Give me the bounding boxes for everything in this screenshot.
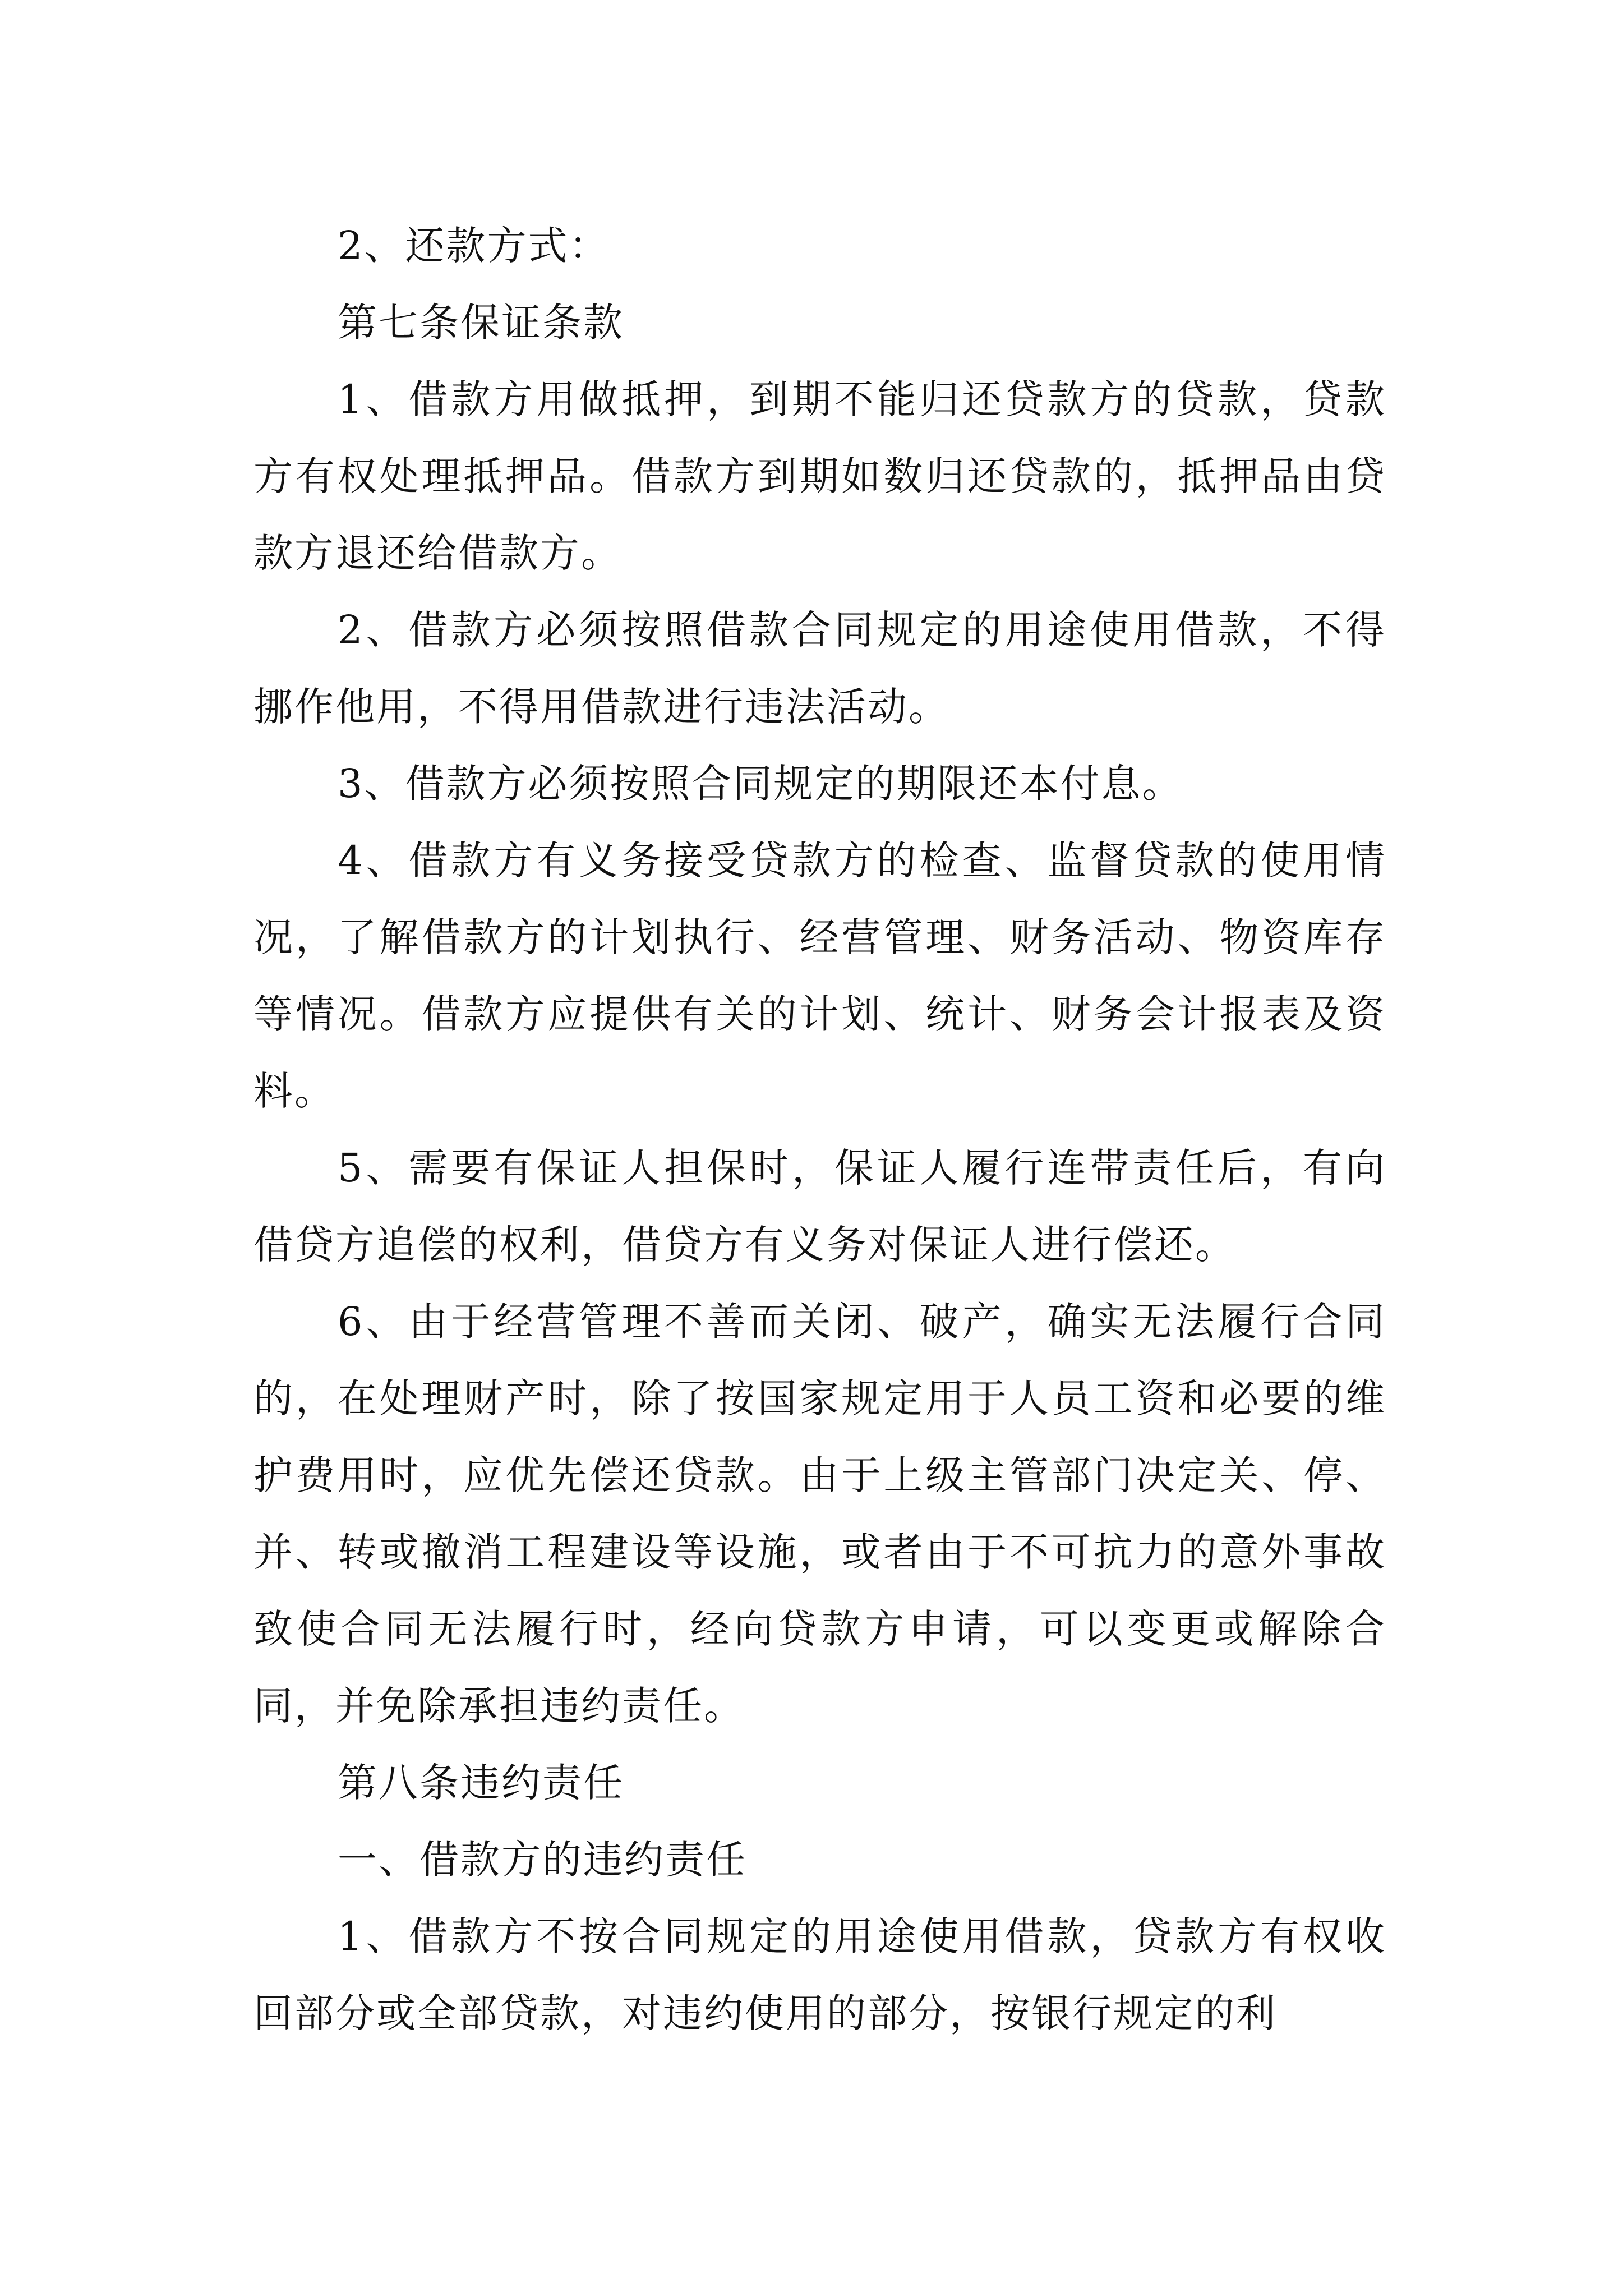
paragraph-repayment-method: 2、还款方式： — [338, 223, 610, 269]
heading-article-7-guarantee: 第七条保证条款 — [338, 300, 624, 346]
document-body — [253, 208, 1386, 2052]
paragraph-clause-3-repayment-term: 3、借款方必须按照合同规定的期限还本付息。 — [338, 761, 1183, 807]
paragraph-clause-1-collateral: 1、借款方用做抵押，到期不能归还贷款方的贷款，贷款方有权处理抵押品。借款方到期如数归还贷款的，抵押品由贷款方退还给借款方。 — [253, 376, 1386, 576]
paragraph-liability-clause-1: 1、借款方不按合同规定的用途使用借款，贷款方有权收回部分或全部贷款，对违约使用的部分，按银行规定的利 — [253, 1913, 1386, 2036]
paragraph-clause-4-inspection: 4、借款方有义务接受贷款方的检查、监督贷款的使用情况，了解借款方的计划执行、经营管理、财务活动、物资库存等情况。借款方应提供有关的计划、统计、财务会计报表及资料。 — [253, 838, 1386, 1114]
subheading-borrower-liability: 一、借款方的违约责任 — [338, 1837, 747, 1883]
paragraph-clause-6-bankruptcy: 6、由于经营管理不善而关闭、破产，确实无法履行合同的，在处理财产时，除了按国家规定用于人员工资和必要的维护费用时，应优先偿还贷款。由于上级主管部门决定关、停、并、转或撤消工程建设等设施，或者由于不可抗力的意外事故致使合同无法履行时，经向贷款方申请，可以变更或解除合同，并免除承担违约责任。 — [253, 1299, 1386, 1729]
paragraph-clause-2-loan-use: 2、借款方必须按照借款合同规定的用途使用借款，不得挪作他用，不得用借款进行违法活动。 — [253, 607, 1386, 730]
heading-article-8-liability: 第八条违约责任 — [338, 1760, 624, 1806]
paragraph-clause-5-guarantor: 5、需要有保证人担保时，保证人履行连带责任后，有向借贷方追偿的权利，借贷方有义务对保证人进行偿还。 — [253, 1145, 1386, 1268]
